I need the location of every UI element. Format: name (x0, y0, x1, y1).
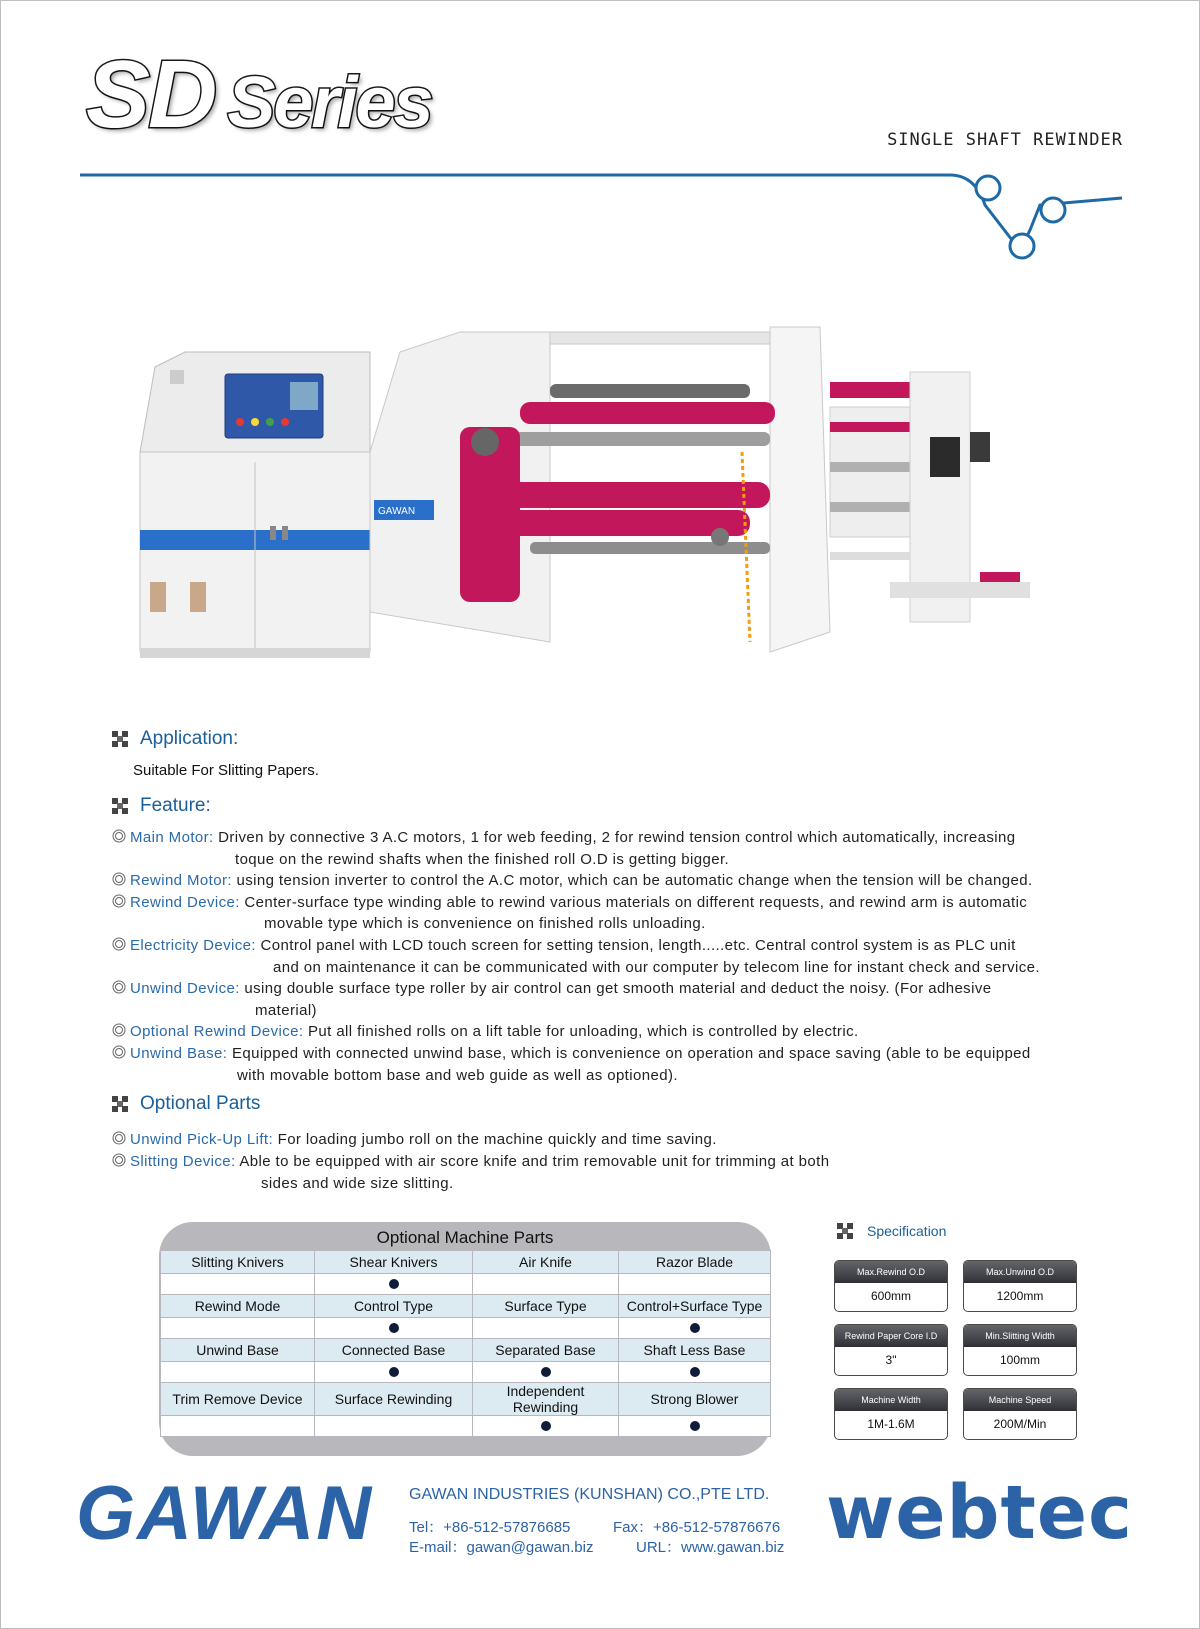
item-text-continued: and on maintenance it can be communicated with our computer by telecom line for instant check and service. (273, 958, 1040, 976)
item-text: Able to be equipped with air score knife and trim removable unit for trimming at both (239, 1153, 830, 1170)
company-name: GAWAN INDUSTRIES (KUNSHAN) CO.,PTE LTD. (409, 1486, 770, 1503)
parts-table-title: Optional Machine Parts (376, 1228, 554, 1247)
table-mark-cell (315, 1274, 473, 1295)
table-mark-cell (619, 1416, 771, 1437)
application-heading (112, 728, 238, 750)
table-cell: Slitting Knivers (161, 1251, 315, 1274)
table-cell: Shear Knivers (315, 1251, 473, 1274)
table-mark-cell (315, 1362, 473, 1383)
list-item (112, 870, 1122, 892)
section-bullet-icon (837, 1223, 853, 1239)
selected-dot-icon (541, 1367, 551, 1377)
fax: Fax：+86-512-57876676 (613, 1519, 781, 1536)
gawan-logo: GAWAN (76, 1471, 374, 1556)
table-mark-cell (619, 1274, 771, 1295)
table-mark-cell (161, 1318, 315, 1339)
table-mark-cell (619, 1318, 771, 1339)
spec-key: Min.Slitting Width (964, 1325, 1076, 1347)
item-label: Rewind Device: (130, 893, 240, 911)
parts-table (160, 1250, 771, 1437)
selected-dot-icon (389, 1367, 399, 1377)
spec-box (963, 1324, 1077, 1376)
item-label: Unwind Base: (130, 1044, 228, 1062)
table-cell: Air Knife (473, 1251, 619, 1274)
section-bullet-icon (112, 731, 128, 747)
spec-key: Max.Unwind O.D (964, 1261, 1076, 1283)
item-label: Slitting Device: (130, 1153, 236, 1170)
table-mark-cell (619, 1362, 771, 1383)
item-text: Control panel with LCD touch screen for setting tension, length.....etc. Central control system is as PLC unit (260, 936, 1016, 954)
table-cell: Independent Rewinding (473, 1383, 619, 1416)
table-cell: Surface Type (473, 1295, 619, 1318)
table-row (161, 1339, 771, 1362)
table-cell: Razor Blade (619, 1251, 771, 1274)
spec-key: Max.Rewind O.D (835, 1261, 947, 1283)
item-text-continued: material) (255, 1001, 317, 1019)
spec-value: 200M/Min (993, 1417, 1047, 1431)
item-label: Optional Rewind Device: (130, 1023, 304, 1041)
table-cell: Control Type (315, 1295, 473, 1318)
list-item (112, 827, 1122, 870)
product-subtitle: SINGLE SHAFT REWINDER (887, 130, 1123, 150)
application-title: Application: (140, 728, 239, 749)
spec-box (963, 1260, 1077, 1312)
spec-value: 600mm (870, 1289, 911, 1303)
ring-bullet-icon (112, 894, 126, 908)
email: E-mail：gawan@gawan.biz (409, 1539, 594, 1556)
table-row (161, 1295, 771, 1318)
spec-key: Machine Width (835, 1389, 947, 1411)
item-text: For loading jumbo roll on the machine quickly and time saving. (277, 1131, 717, 1148)
spec-value: 1M-1.6M (867, 1417, 915, 1431)
specification-title: Specification (867, 1223, 947, 1239)
table-cell: Shaft Less Base (619, 1339, 771, 1362)
table-cell: Trim Remove Device (161, 1383, 315, 1416)
ring-bullet-icon (112, 1131, 126, 1145)
application-text: Suitable For Slitting Papers. (133, 762, 319, 779)
table-cell: Unwind Base (161, 1339, 315, 1362)
spec-value: 100mm (999, 1353, 1040, 1367)
optional-title: Optional Parts (140, 1093, 261, 1114)
table-cell: Separated Base (473, 1339, 619, 1362)
spec-value: 3" (885, 1353, 897, 1367)
table-row-marks (161, 1274, 771, 1295)
ring-bullet-icon (112, 1153, 126, 1167)
url: URL：www.gawan.biz (636, 1539, 785, 1556)
optional-list (112, 1129, 1012, 1195)
series-title (86, 40, 432, 150)
list-item (112, 1129, 1012, 1151)
list-item (112, 1043, 1122, 1086)
header-line-with-rollers (0, 160, 1200, 270)
item-text-continued: sides and wide size slitting. (261, 1175, 454, 1192)
list-item (112, 892, 1122, 935)
selected-dot-icon (389, 1279, 399, 1289)
table-mark-cell (473, 1416, 619, 1437)
tel: Tel：+86-512-57876685 (409, 1519, 571, 1536)
ring-bullet-icon (112, 1045, 126, 1059)
brand-plate: GAWAN (378, 506, 416, 517)
list-item (112, 978, 1122, 1021)
table-mark-cell (161, 1416, 315, 1437)
item-text: Equipped with connected unwind base, which is convenience on operation and space saving (able to be equipped (231, 1044, 1031, 1062)
webtec-logo: webtec (826, 1470, 1133, 1556)
control-cabinet (140, 352, 370, 658)
optional-heading (112, 1093, 260, 1115)
item-label: Unwind Device: (130, 980, 240, 998)
item-label: Electricity Device: (130, 936, 256, 954)
spec-value: 1200mm (996, 1289, 1044, 1303)
feature-list (112, 827, 1122, 1086)
item-label: Main Motor: (130, 829, 214, 846)
table-cell: Control+Surface Type (619, 1295, 771, 1318)
item-text: using double surface type roller by air control can get smooth material and deduct the noisy. (For adhesive (244, 980, 992, 998)
table-mark-cell (161, 1274, 315, 1295)
section-bullet-icon (112, 1096, 128, 1112)
item-text: using tension inverter to control the A.C motor, which can be automatic change when the tension will be changed. (236, 872, 1033, 890)
item-text-continued: with movable bottom base and web guide as well as optioned). (237, 1066, 678, 1084)
item-text: Driven by connective 3 A.C motors, 1 for web feeding, 2 for rewind tension control which automatically, increasing (218, 829, 1016, 846)
table-mark-cell (473, 1362, 619, 1383)
item-text: Put all finished rolls on a lift table for unloading, which is controlled by electric. (308, 1023, 859, 1041)
ring-bullet-icon (112, 872, 126, 886)
list-item (112, 935, 1122, 978)
spec-key: Machine Speed (964, 1389, 1076, 1411)
table-row (161, 1251, 771, 1274)
parts-table-panel (159, 1222, 771, 1456)
table-cell: Surface Rewinding (315, 1383, 473, 1416)
table-mark-cell (473, 1274, 619, 1295)
table-mark-cell (315, 1318, 473, 1339)
selected-dot-icon (541, 1421, 551, 1431)
selected-dot-icon (690, 1367, 700, 1377)
item-label: Rewind Motor: (130, 872, 232, 890)
spec-box (834, 1260, 948, 1312)
ring-bullet-icon (112, 937, 126, 951)
table-mark-cell (161, 1362, 315, 1383)
list-item (112, 1021, 1122, 1043)
machine-photo (130, 312, 1050, 692)
series-title-main: SD (86, 41, 216, 148)
feature-title: Feature: (140, 795, 211, 816)
spec-key: Rewind Paper Core I.D (835, 1325, 947, 1347)
table-row-marks (161, 1416, 771, 1437)
table-mark-cell (473, 1318, 619, 1339)
table-cell: Connected Base (315, 1339, 473, 1362)
table-row-marks (161, 1318, 771, 1339)
specification-heading (837, 1223, 946, 1239)
selected-dot-icon (389, 1323, 399, 1333)
table-row (161, 1383, 771, 1416)
table-row-marks (161, 1362, 771, 1383)
selected-dot-icon (690, 1323, 700, 1333)
selected-dot-icon (690, 1421, 700, 1431)
item-label: Unwind Pick-Up Lift: (130, 1131, 274, 1148)
ring-bullet-icon (112, 980, 126, 994)
series-title-sub: Series (227, 63, 432, 143)
ring-bullet-icon (112, 1023, 126, 1037)
rewinder-body (370, 327, 1030, 652)
spec-box (834, 1388, 948, 1440)
list-item (112, 1151, 1012, 1195)
table-cell: Rewind Mode (161, 1295, 315, 1318)
table-mark-cell (315, 1416, 473, 1437)
item-text-continued: toque on the rewind shafts when the finished roll O.D is getting bigger. (235, 850, 730, 868)
item-text: Center-surface type winding able to rewind various materials on different requests, and rewind arm is automatic (244, 893, 1028, 911)
spec-box (834, 1324, 948, 1376)
spec-box (963, 1388, 1077, 1440)
section-bullet-icon (112, 798, 128, 814)
ring-bullet-icon (112, 829, 126, 843)
item-text-continued: movable type which is convenience on finished rolls unloading. (264, 915, 706, 933)
feature-heading (112, 795, 211, 817)
table-cell: Strong Blower (619, 1383, 771, 1416)
